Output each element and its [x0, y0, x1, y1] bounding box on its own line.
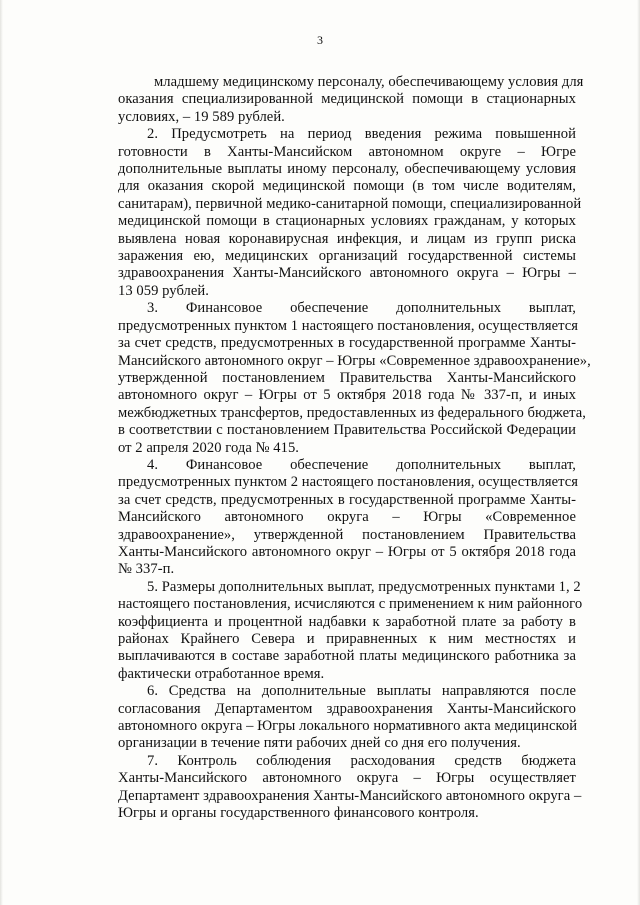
- text-line: в соответствии с постановлением Правительства Российской Федерации: [118, 422, 576, 439]
- text-line: согласования Департаментом здравоохранения Ханты-Мансийского: [118, 700, 576, 717]
- text-line: настоящего постановления, исчисляются с применением к ним районного: [118, 596, 583, 613]
- text-line: автономного округа – Югры локального нормативного акта медицинской: [118, 718, 578, 735]
- text-line: Югры и органы государственного финансового контроля.: [118, 805, 479, 822]
- text-line: утвержденной постановлением Правительства Ханты-Мансийского: [118, 369, 576, 386]
- text-line: предусмотренных пунктом 1 настоящего постановления, осуществляется: [118, 317, 579, 334]
- text-line: выплачиваются в составе заработной платы медицинского работника за: [118, 648, 576, 665]
- text-line: условиях, – 19 589 рублей.: [118, 108, 285, 125]
- text-line: младшему медицинскому персоналу, обеспечивающему условия для: [154, 74, 584, 90]
- text-line: 13 059 рублей.: [118, 282, 209, 299]
- text-line: Ханты-Мансийского автономного округ – Югры от 5 октября 2018 года: [118, 543, 576, 560]
- text-line: от 2 апреля 2020 года № 415.: [118, 439, 299, 456]
- text-line: 3. Финансовое обеспечение дополнительных выплат,: [147, 300, 576, 317]
- document-body: [89, 74, 591, 822]
- text-line: Департамент здравоохранения Ханты-Мансийского автономного округа –: [118, 787, 582, 804]
- paragraph-item-6: [89, 683, 576, 753]
- text-line: для оказания скорой медицинской помощи (в том числе водителям,: [118, 178, 576, 195]
- page-number: 3: [317, 33, 323, 47]
- text-line: оказания специализированной медицинской помощи в стационарных: [118, 91, 576, 108]
- text-line: за счет средств, предусмотренных в государственной программе Ханты-: [118, 335, 576, 352]
- paragraph-item-7: [89, 752, 582, 823]
- text-line: за счет средств, предусмотренных в государственной программе Ханты-: [118, 491, 576, 508]
- text-line: дополнительные выплаты иному персоналу, обеспечивающему условия: [118, 161, 576, 178]
- text-line: организации в течение пяти рабочих дней со дня его получения.: [118, 735, 521, 752]
- text-line: Ханты-Мансийского автономного округа – Югры осуществляет: [118, 770, 576, 787]
- paragraph-continuation: [89, 74, 584, 126]
- text-line: коэффициента и процентной надбавки к заработной плате за работу в: [118, 613, 576, 630]
- text-line: фактически отработанное время.: [118, 665, 325, 682]
- text-line: 7. Контроль соблюдения расходования средств бюджета: [147, 752, 576, 769]
- text-line: санитарам), первичной медико-санитарной помощи, специализированной: [118, 195, 582, 212]
- paragraph-item-4: [89, 456, 579, 579]
- text-line: готовности в Ханты-Мансийском автономном округе – Югре: [118, 143, 576, 160]
- text-line: автономного округ – Югры от 5 октября 2018 года № 337-п, и иных: [118, 387, 576, 404]
- text-line: предусмотренных пунктом 2 настоящего постановления, осуществляется: [118, 474, 579, 491]
- scan-edge-left: [0, 0, 3, 905]
- text-line: 2. Предусмотреть на период введения режима повышенной: [147, 126, 576, 143]
- text-line: Мансийского автономного округ – Югры «Современное здравоохранение»,: [118, 352, 591, 369]
- text-line: выявлена новая коронавирусная инфекция, и лицам из групп риска: [118, 230, 576, 247]
- text-line: здравоохранение», утвержденной постановлением Правительства: [118, 526, 576, 543]
- paragraph-item-5: [89, 578, 583, 683]
- text-line: медицинской помощи в стационарных условиях гражданам, у которых: [118, 213, 576, 230]
- text-line: районах Крайнего Севера и приравненных к ним местностях и: [118, 631, 576, 647]
- text-line: 6. Средства на дополнительные выплаты направляются после: [147, 683, 576, 700]
- text-line: заражения ею, медицинских организаций государственной системы: [118, 248, 576, 265]
- text-line: 4. Финансовое обеспечение дополнительных выплат,: [147, 456, 576, 473]
- paragraph-item-3: [89, 300, 591, 457]
- text-line: № 337-п.: [118, 561, 175, 578]
- paragraph-item-2: [89, 126, 582, 300]
- text-line: Мансийского автономного округа – Югры «Современное: [118, 509, 576, 526]
- text-line: здравоохранения Ханты-Мансийского автономного округа – Югры –: [118, 265, 576, 282]
- text-line: межбюджетных трансфертов, предоставленных из федерального бюджета,: [118, 404, 586, 421]
- text-line: 5. Размеры дополнительных выплат, предусмотренных пунктами 1, 2: [147, 578, 581, 595]
